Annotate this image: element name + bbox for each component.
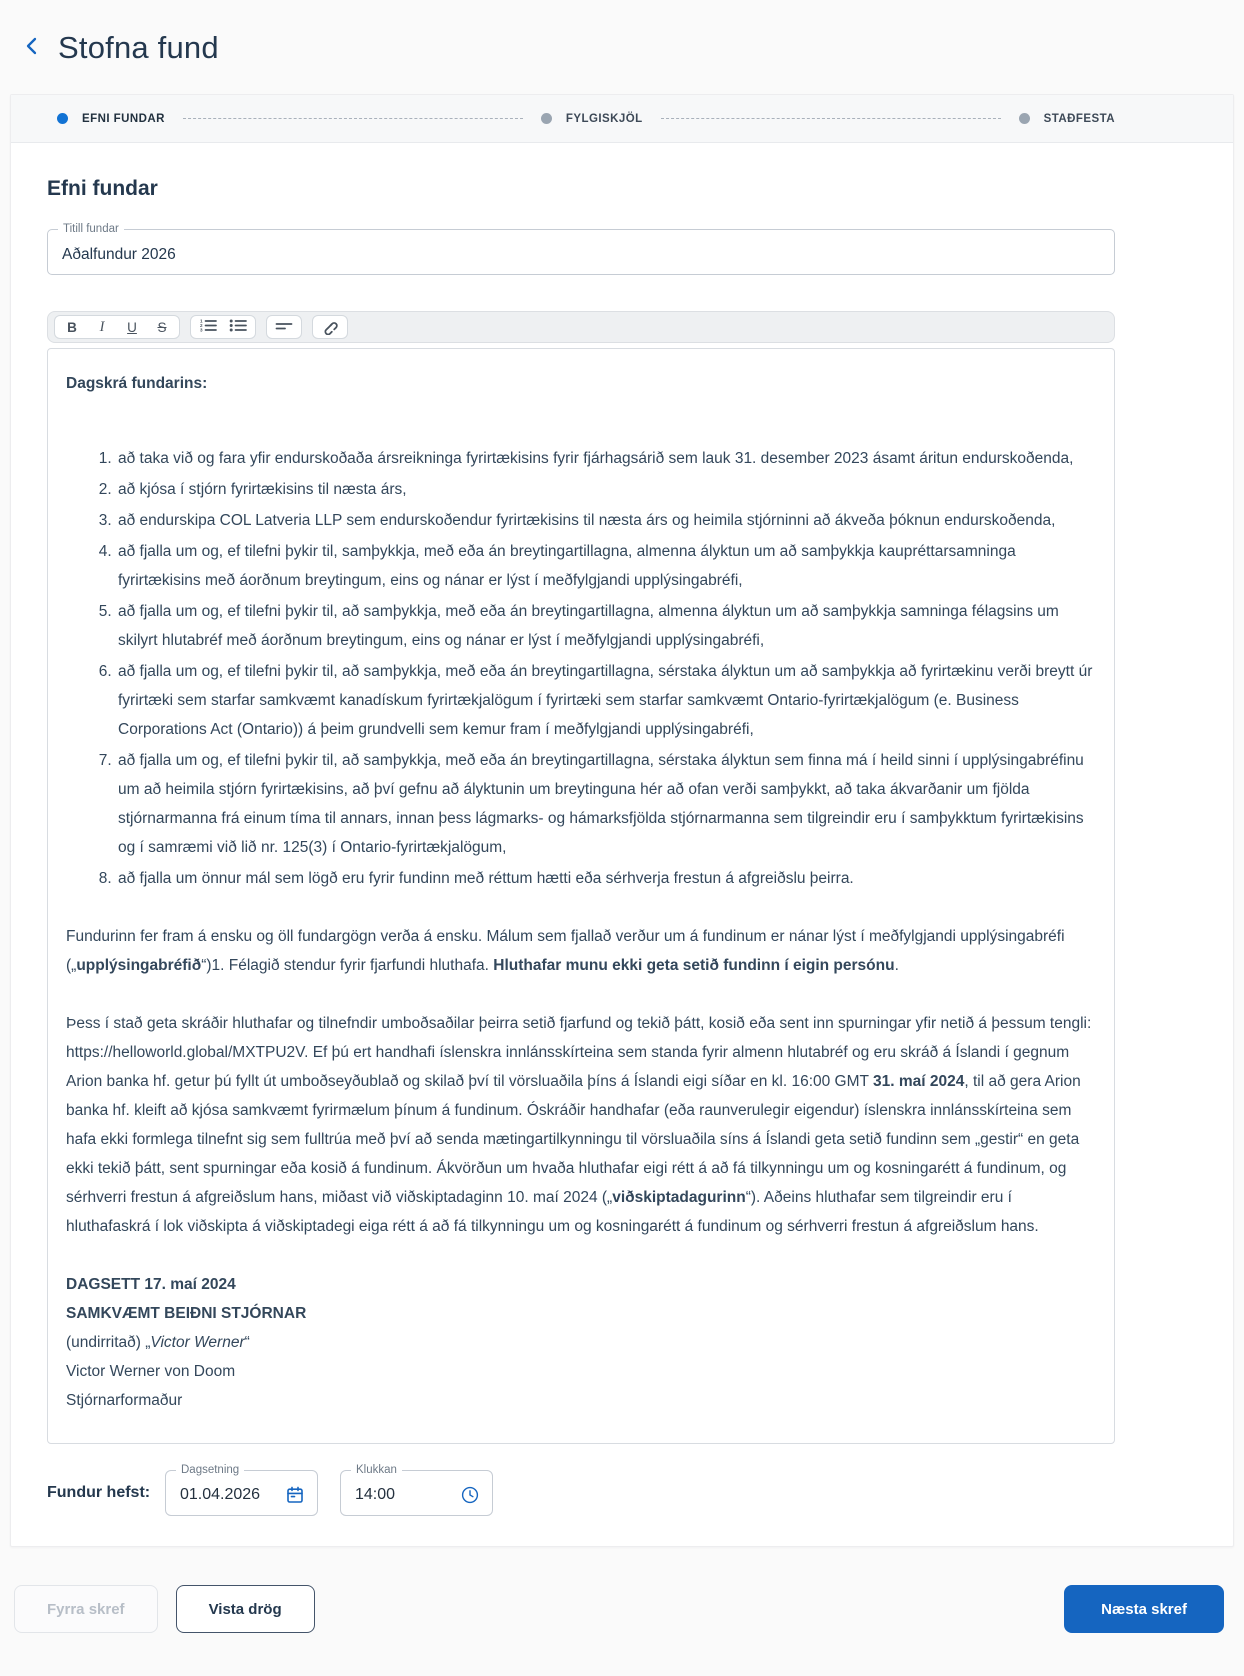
page-header <box>0 0 1244 66</box>
ordered-list-icon <box>199 318 217 336</box>
clock-icon[interactable] <box>460 1485 480 1505</box>
date-field-label: Dagsetning <box>176 1464 244 1477</box>
form-content <box>11 143 1233 1546</box>
text-run: SAMKVÆMT BEIÐNI STJÓRNAR <box>66 1305 307 1322</box>
text-run: “ <box>244 1334 250 1351</box>
step-dot-icon <box>1019 113 1030 124</box>
signature-line <box>66 1386 1096 1415</box>
calendar-icon[interactable] <box>285 1485 305 1505</box>
back-button[interactable] <box>18 35 44 61</box>
agenda-item: 1. að taka við og fara yfir endurskoðaða ársreikninga fyrirtækisins fyrir fjárhagsárið sem lauk 31. desember 2023 ásamt áritun endurskoðenda, <box>116 444 1096 473</box>
meeting-title-field <box>47 223 1115 275</box>
text-run: . <box>894 957 899 974</box>
signature-line <box>66 1328 1096 1357</box>
text-run: Victor Werner von Doom <box>66 1363 236 1380</box>
step-label: STAÐFESTA <box>1043 112 1115 125</box>
step-efni-fundar[interactable] <box>57 113 165 125</box>
agenda-item: 3. að endurskipa COL Latveria LLP sem endurskoðendur fyrirtækisins til næsta árs og heimila stjórninni að ákveða þóknun endurskoðenda, <box>116 506 1096 535</box>
editor-toolbar <box>47 311 1115 343</box>
agenda-item: 6. að fjalla um og, ef tilefni þykir til, að samþykkja, með eða án breytingartillagna, sérstaka ályktun um að samþykkja að fyrirtækinu verði breytt úr fyrirtæki sem starfar samkvæmt kanadískum fyrirtækjalögum í fyrirtæki sem starfar samkvæmt Ontario-fyrirtækjalögum (e. Business Corporations Act (Ontario)) á þeim grundvelli sem kemur fram í meðfylgjandi upplýsingabréfi, <box>116 657 1096 744</box>
ordered-list-button[interactable] <box>193 316 223 338</box>
text-run: viðskiptadagurinn <box>612 1189 746 1206</box>
text-run: DAGSETT 17. maí 2024 <box>66 1276 236 1293</box>
italic-button[interactable] <box>87 316 117 338</box>
time-input[interactable] <box>355 1486 447 1504</box>
save-draft-button[interactable]: Vista drög <box>176 1585 315 1633</box>
section-heading: Efni fundar <box>47 177 158 200</box>
align-icon <box>275 319 293 336</box>
svg-text:1: 1 <box>200 318 203 324</box>
strikethrough-icon: S <box>157 319 167 335</box>
svg-text:2: 2 <box>200 323 203 329</box>
text-run: 31. maí 2024 <box>873 1073 965 1090</box>
text-run: Fundurinn fer fram á ensku og öll fundargögn verða á ensku. Málum sem fjallað verður um á fundinum er nánar lýst í meðfylgjandi upplýsingabréfi („ <box>66 928 1065 974</box>
unordered-list-button[interactable] <box>223 316 253 338</box>
time-field <box>340 1464 493 1516</box>
agenda-item: 7. að fjalla um og, ef tilefni þykir til, að samþykkja, með eða án breytingartillagna, sérstaka ályktun sem finna má í heild sinni í upplýsingabréfinu um að heimila stjórn fyrirtækisins, að því gefnu að ályktunin um breytinguna hér að ofan verði samþykkt, að taka ákvarðanir um fjölda stjórnarmanna frá einum tíma til annars, innan þess lágmarks- og hámarksfjölda stjórnarmanna sem tilgreindir eru í samþykktum fyrirtækisins og í samræmi við lið nr. 125(3) í Ontario-fyrirtækjalögum, <box>116 746 1096 862</box>
stepper-connector <box>661 118 1001 119</box>
editor-paragraph <box>66 922 1096 980</box>
text-run: Hluthafar munu ekki geta setið fundinn í eigin persónu <box>493 957 895 974</box>
text-run: “)1. Félagið stendur fyrir fjarfundi hluthafa. <box>201 957 494 974</box>
date-field <box>165 1464 318 1516</box>
meeting-title-input[interactable] <box>48 230 1114 274</box>
next-step-button[interactable]: Næsta skref <box>1064 1585 1224 1633</box>
editor-heading: Dagskrá fundarins: <box>66 375 208 392</box>
form-card <box>10 94 1234 1547</box>
text-run: , til að gera Arion banka hf. kleift að kjósa samkvæmt fyrirmælum þínum á fundinum. Óskráðir handhafar (eða raunverulegir eigendur) íslenskra innlánsskírteina sem hafa ekki formlega tilnefnt sig sem fulltrúa með því að senda mætingartilkynningu til vörsluaðila síns á Íslandi geta setið fundinn sem „gestir“ en geta ekki tekið þátt, sent spurningar eða kosið á fundinum. Ákvörðun um hvaða hluthafar eigi rétt á að fá tilkynningu um og kosningarétt á fundinum, og sérhverri frestun á afgreiðslum hans, miðast við viðskiptadaginn 10. maí 2024 („ <box>66 1073 1081 1206</box>
link-button[interactable] <box>315 316 345 338</box>
text-run: Victor Werner <box>150 1334 245 1351</box>
svg-text:3: 3 <box>200 327 203 333</box>
footer-actions <box>0 1547 1244 1633</box>
link-icon <box>321 317 339 338</box>
signature-block <box>66 1270 1096 1415</box>
step-fylgiskjol[interactable] <box>541 113 643 125</box>
agenda-item: 2. að kjósa í stjórn fyrirtækisins til næsta árs, <box>116 475 1096 504</box>
agenda-item: 5. að fjalla um og, ef tilefni þykir til, að samþykkja, með eða án breytingartillagna, almenna ályktun um að samþykkja samninga félagsins um skilyrt hlutabréf með áorðnum breytingum, eins og nánar er lýst í meðfylgjandi upplýsingabréfi, <box>116 597 1096 655</box>
unordered-list-icon <box>229 318 247 336</box>
schedule-label: Fundur hefst: <box>47 1484 151 1501</box>
editor-paragraph <box>66 1009 1096 1241</box>
step-label: FYLGISKJÖL <box>565 112 643 125</box>
text-run: (undirritað) „ <box>66 1334 151 1351</box>
strikethrough-button[interactable] <box>147 316 177 338</box>
step-dot-icon <box>57 113 68 124</box>
signature-line <box>66 1299 1096 1328</box>
agenda-item: 8. að fjalla um önnur mál sem lögð eru fyrir fundinn með réttum hætti eða sérhverja frestun á afgreiðslu þeirra. <box>116 864 1096 893</box>
date-input[interactable] <box>180 1486 272 1504</box>
bold-icon: B <box>67 319 77 335</box>
agenda-item: 4. að fjalla um og, ef tilefni þykir til, samþykkja, með eða án breytingartillagna, almenna ályktun um að samþykkja kaupréttarsamninga fyrirtækisins með áorðnum breytingum, eins og nánar er lýst í meðfylgjandi upplýsingabréfi, <box>116 537 1096 595</box>
underline-button[interactable] <box>117 316 147 338</box>
list-group <box>190 315 256 339</box>
stepper-connector <box>183 118 523 119</box>
editor-body[interactable] <box>47 348 1115 1444</box>
stepper <box>11 95 1233 143</box>
underline-icon: U <box>127 319 137 335</box>
schedule-row <box>47 1464 1115 1516</box>
text-style-group <box>54 315 180 339</box>
text-run: “). Aðeins hluthafar sem tilgreindir eru í hluthafaskrá í lok viðskipta á viðskiptadegi eiga rétt á að fá tilkynningu um og kosningarétt á fundinum og sérhverri frestun á afgreiðslum hans. <box>66 1189 1039 1235</box>
align-group <box>266 315 302 339</box>
text-run: upplýsingabréfið <box>76 957 202 974</box>
italic-icon: I <box>99 318 105 335</box>
step-stadfesta[interactable] <box>1019 113 1115 125</box>
text-run: Stjórnarformaður <box>66 1392 183 1409</box>
bold-button[interactable] <box>57 316 87 338</box>
chevron-left-icon <box>23 35 40 62</box>
step-label: EFNI FUNDAR <box>82 112 165 125</box>
time-field-label: Klukkan <box>351 1464 402 1477</box>
text-run: Þess í stað geta skráðir hluthafar og tilnefndir umboðsaðilar þeirra setið fjarfund og tekið þátt, kosið eða sent inn spurningar yfir netið á þessum tengli: https://helloworld.global/MXTPU2V. Ef þú ert handhafi íslenskra innlánsskírteina sem standa fyrir almenn hlutabréf og eru skráð á Íslandi í gegnum Arion banka hf. getur þú fyllt út umboðseyðublað og skilað því til vörsluaðila þíns á Íslandi eigi síðar en kl. 16:00 GMT <box>66 1015 1092 1090</box>
signature-line <box>66 1270 1096 1299</box>
meeting-title-label: Titill fundar <box>58 223 124 236</box>
align-button[interactable] <box>269 316 299 338</box>
link-group <box>312 315 348 339</box>
page-title: Stofna fund <box>58 30 219 65</box>
agenda-list <box>66 444 1096 893</box>
signature-line <box>66 1357 1096 1386</box>
step-dot-icon <box>541 113 552 124</box>
previous-step-button[interactable]: Fyrra skref <box>14 1585 158 1633</box>
